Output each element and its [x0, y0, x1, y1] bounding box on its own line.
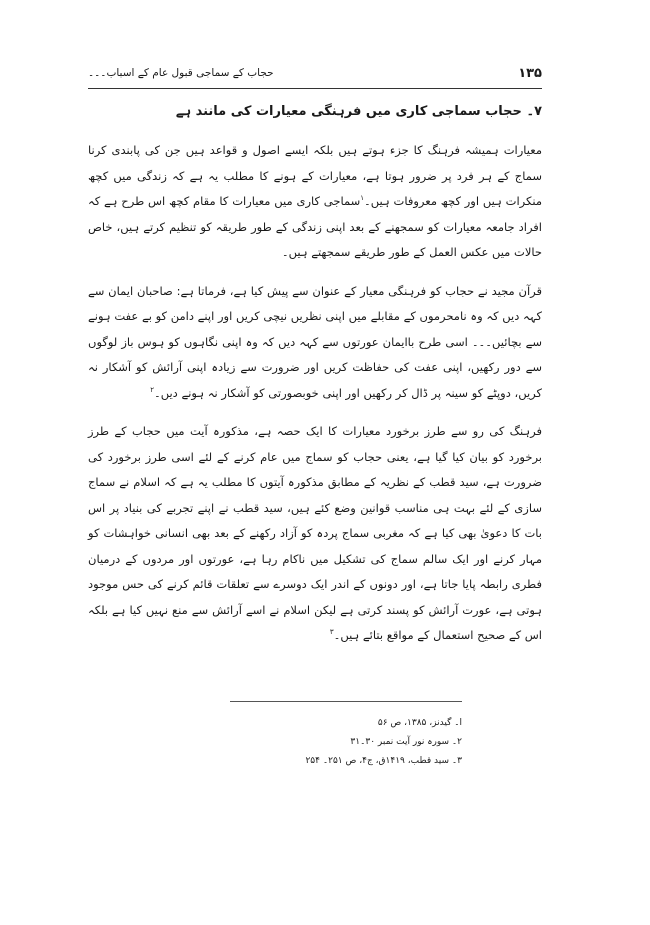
- footnote-ref-1: ۱: [360, 194, 365, 203]
- footnote-1: ا۔ گیدنز، ۱۳۸۵، ص ۵۶: [377, 718, 462, 728]
- footnote-divider: [230, 701, 462, 702]
- footnote-3: ۳۔ سید قطب، ۱۴۱۹ق، ج۴، ص ۲۵۱۔ ۲۵۴: [305, 756, 462, 766]
- footnotes: [230, 714, 462, 771]
- page-number: ۱۳۵: [518, 66, 542, 81]
- paragraph-2: [88, 279, 542, 407]
- paragraph-1: [88, 138, 542, 266]
- footnote-ref-2: ۲: [150, 385, 154, 394]
- footnote-2: ۲۔ سورہ نور آیت نمبر ۳۰۔۳۱: [350, 737, 462, 747]
- section-heading: ۷۔ حجاب سماجی کاری میں فرہنگی معیارات کی مانند ہے: [175, 104, 542, 119]
- paragraph-1-text-cont: سماجی کاری میں معیارات کا مقام کچھ اس طرح ہے کہ افراد جامعہ معیارات کو سمجھنے کے بعد اپنی زندگی کے طور طریقہ کو تنظیم کرتے ہیں، خاص حالات میں عکس العمل کے طور طریقے سمجھتے ہیں۔: [88, 194, 542, 259]
- paragraph-1-text: معیارات ہمیشہ فرہنگ کا جزء ہوتے ہیں بلکہ ایسے اصول و قواعد ہیں جن کی پابندی کرنا سماج کے ہر فرد پر ضرور ہوتا ہے، معیارات کے ہونے کا مطلب یہ ہے کہ زندگی میں کچھ منکرات ہیں اور کچھ معروفات ہیں۔: [88, 143, 542, 208]
- paragraph-2-text: قرآن مجید نے حجاب کو فرہنگی معیار کے عنوان سے پیش کیا ہے، فرماتا ہے: صاحبان ایمان سے کہہ دیں کہ وہ نامحرموں کے مقابلے میں اپنی نظریں نیچی کریں اور اپنے دامن کو بے عفت ہونے سے بچائیں۔۔۔ اسی طرح باایمان عورتوں سے کہہ دیں کہ وہ اپنی نگاہوں کو ہوس باز لوگوں سے دور رکھیں، اپنی عفت کی حفاظت کریں اور ضرورت سے زیادہ اپنی آرائش کو آشکار نہ کریں، دوپٹے کو سینہ پر ڈال کر رکھیں اور اپنی خوبصورتی کو آشکار نہ ہونے دیں۔: [88, 283, 542, 400]
- footnote-ref-3: ۳: [329, 628, 334, 637]
- header-divider: [88, 88, 542, 89]
- main-content: [88, 100, 542, 662]
- paragraph-3: [88, 419, 542, 649]
- page-header: [88, 66, 542, 86]
- paragraph-3-text: فرہنگ کی رو سے طرز برخورد معیارات کا ایک حصہ ہے، مذکورہ آیت میں حجاب کے طرز برخورد کو بیان کیا گیا ہے، یعنی حجاب کو سماج میں عام کرنے کے لئے اسی طرز برخورد کی ضرورت ہے، سید قطب کے نظریہ کے مطابق مذکورہ آیتوں کا مطلب یہ ہے کہ اسلام نے سماج سازی کے لئے بہت ہی مناسب قوانین وضع کئے ہیں، سید قطب نے اپنے تجربے کی بنیاد پر اس بات کا دعویٰ بھی کیا ہے کہ مغربی سماج پردہ کو آزاد رکھنے کے بعد بھی انسانی خواہشات کو مہار کرنے اور ایک سالم سماج کی تشکیل میں ناکام رہا ہے، عورتوں اور مردوں کے درمیان فطری رابطہ پایا جاتا ہے، اور دونوں کے اندر ایک دوسرے سے تعلقات قائم کرنے کی حس موجود ہوتی ہے، عورت آرائش کو پسند کرتی ہے لیکن اسلام نے اسے آرائش سے منع نہیں کیا ہے بلکہ اس کے صحیح استعمال کے مواقع بتائے ہیں۔: [88, 424, 542, 642]
- running-title: حجاب کے سماجی قبول عام کے اسباب۔۔۔: [88, 67, 274, 79]
